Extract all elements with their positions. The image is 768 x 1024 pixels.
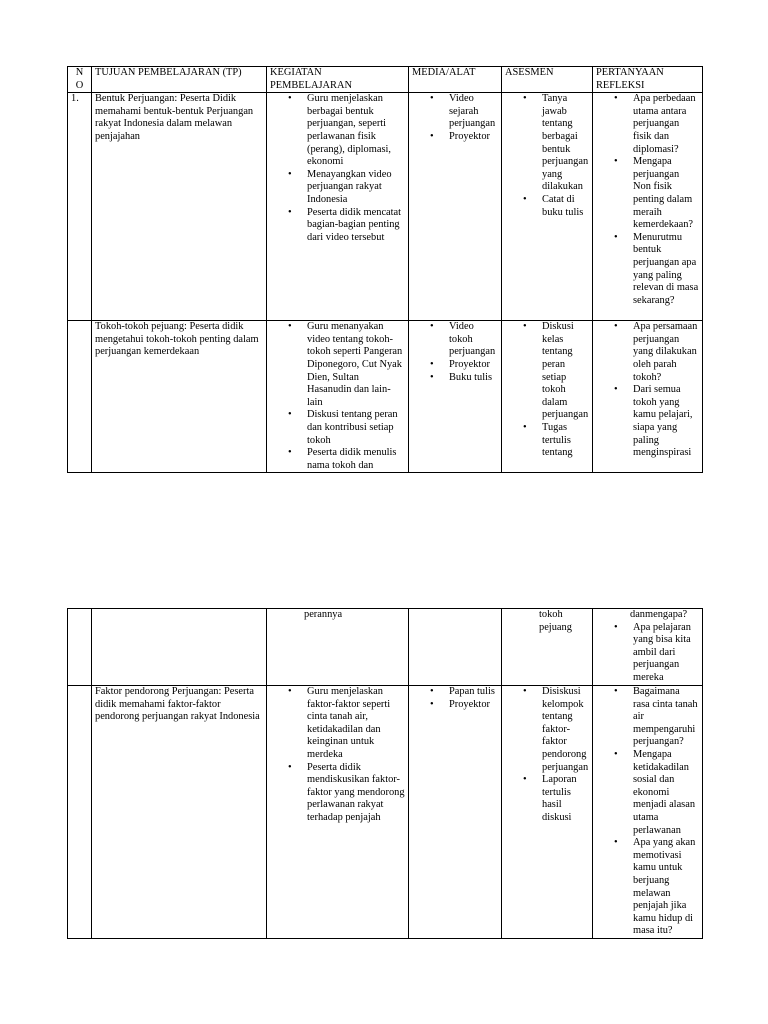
refleksi-list xyxy=(596,622,699,685)
refleksi-continuation: danmengapa? xyxy=(630,609,688,620)
kegiatan-list xyxy=(270,686,405,825)
kegiatan-list xyxy=(270,93,405,244)
list-item: • Catat di buku tulis xyxy=(542,194,589,219)
table-row xyxy=(68,321,703,473)
list-item: • Mengapa perjuangan Non fisik penting dalam meraih kemerdekaan? xyxy=(633,156,699,232)
list-item: • Tugas tertulis tentang xyxy=(542,422,589,460)
header-asesmen: ASESMEN xyxy=(502,67,593,93)
list-item: • Video tokoh perjuangan xyxy=(449,321,498,359)
kegiatan-cell xyxy=(267,686,409,939)
asesmen-cell xyxy=(502,321,593,473)
header-no: N O xyxy=(68,67,92,93)
row-number xyxy=(68,321,92,473)
refleksi-list xyxy=(596,686,699,938)
list-item: • Apa persamaan perjuangan yang dilakukan oleh parah tokoh? xyxy=(633,321,699,384)
asesmen-list xyxy=(505,321,589,460)
media-cell xyxy=(409,609,502,686)
kegiatan-list xyxy=(270,321,405,472)
lesson-plan-table-page-2 xyxy=(67,608,703,939)
refleksi-list xyxy=(596,321,699,460)
list-item: • Apa pelajaran yang bisa kita ambil dari perjuangan mereka xyxy=(633,622,699,685)
media-cell xyxy=(409,93,502,321)
asesmen-list xyxy=(505,93,589,219)
asesmen-continuation: tokoh pejuang xyxy=(539,609,572,633)
list-item: • Diskusi tentang peran dan kontribusi setiap tokoh xyxy=(307,409,405,447)
row-number xyxy=(68,686,92,939)
kegiatan-continuation: perannya xyxy=(304,609,343,620)
header-pertanyaan-refleksi: PERTANYAAN REFLEKSI xyxy=(593,67,703,93)
list-item: • Bagaimana rasa cinta tanah air mempengaruhi perjuangan? xyxy=(633,686,699,749)
header-tujuan-pembelajaran: TUJUAN PEMBELAJARAN (TP) xyxy=(92,67,267,93)
tujuan-cell: Bentuk Perjuangan: Peserta Didik memahami bentuk-bentuk Perjuangan rakyat Indonesia dalam melawan penjajahan xyxy=(92,93,267,321)
kegiatan-cell xyxy=(267,93,409,321)
list-item: • Proyektor xyxy=(449,359,498,372)
media-list xyxy=(412,686,498,711)
row-number xyxy=(68,609,92,686)
list-item: • Guru menjelaskan berbagai bentuk perjuangan, seperti perlawanan fisik (perang), diplomasi, ekonomi xyxy=(307,93,405,169)
asesmen-list xyxy=(505,686,589,825)
list-item: • Papan tulis xyxy=(449,686,498,699)
row-number: 1. xyxy=(68,93,92,321)
lesson-plan-table-page-1 xyxy=(67,66,703,473)
refleksi-cell xyxy=(593,686,703,939)
list-item: • Menayangkan video perjuangan rakyat Indonesia xyxy=(307,169,405,207)
list-item: • Video sejarah perjuangan xyxy=(449,93,498,131)
asesmen-cell xyxy=(502,686,593,939)
table-row xyxy=(68,686,703,939)
tujuan-cell: Faktor pendorong Perjuangan: Peserta didik memahami faktor-faktor pendorong perjuangan rakyat Indonesia xyxy=(92,686,267,939)
header-media-alat: MEDIA/ALAT xyxy=(409,67,502,93)
list-item: • Guru menjelaskan faktor-faktor seperti cinta tanah air, ketidakadilan dan keinginan untuk merdeka xyxy=(307,686,405,762)
list-item: • Menurutmu bentuk perjuangan apa yang paling relevan di masa sekarang? xyxy=(633,232,699,308)
table-row xyxy=(68,93,703,321)
list-item: • Apa perbedaan utama antara perjuangan fisik dan diplomasi? xyxy=(633,93,699,156)
list-item: • Peserta didik mencatat bagian-bagian penting dari video tersebut xyxy=(307,207,405,245)
refleksi-list xyxy=(596,93,699,307)
list-item: • Buku tulis xyxy=(449,372,498,385)
media-cell xyxy=(409,321,502,473)
asesmen-cell xyxy=(502,93,593,321)
list-item: • Guru menanyakan video tentang tokoh-tokoh seperti Pangeran Diponegoro, Cut Nyak Dien, Sultan Hasanudin dan lain-lain xyxy=(307,321,405,409)
kegiatan-cell xyxy=(267,321,409,473)
list-item: • Proyektor xyxy=(449,131,498,144)
refleksi-cell xyxy=(593,609,703,686)
media-list xyxy=(412,321,498,384)
tujuan-cell xyxy=(92,609,267,686)
kegiatan-cell xyxy=(267,609,409,686)
refleksi-cell xyxy=(593,93,703,321)
table-row xyxy=(68,609,703,686)
list-item: • Peserta didik menulis nama tokoh dan xyxy=(307,447,405,472)
list-item: • Laporan tertulis hasil diskusi xyxy=(542,774,589,824)
list-item: • Diskusi kelas tentang peran setiap tokoh dalam perjuangan xyxy=(542,321,589,422)
list-item: • Dari semua tokoh yang kamu pelajari, siapa yang paling menginspirasi xyxy=(633,384,699,460)
list-item: • Apa yang akan memotivasi kamu untuk berjuang melawan penjajah jika kamu hidup di masa itu? xyxy=(633,837,699,938)
media-cell xyxy=(409,686,502,939)
list-item: • Disiskusi kelompok tentang faktor-faktor pendorong perjuangan xyxy=(542,686,589,774)
media-list xyxy=(412,93,498,143)
list-item: • Mengapa ketidakadilan sosial dan ekonomi menjadi alasan utama perlawanan xyxy=(633,749,699,837)
header-kegiatan-pembelajaran: KEGIATAN PEMBELAJARAN xyxy=(267,67,409,93)
refleksi-cell xyxy=(593,321,703,473)
list-item: • Peserta didik mendiskusikan faktor-faktor yang mendorong perlawanan rakyat terhadap penjajah xyxy=(307,762,405,825)
asesmen-cell xyxy=(502,609,593,686)
table-header-row xyxy=(68,67,703,93)
tujuan-cell: Tokoh-tokoh pejuang: Peserta didik mengetahui tokoh-tokoh penting dalam perjuangan kemerdekaan xyxy=(92,321,267,473)
list-item: • Tanya jawab tentang berbagai bentuk perjuangan yang dilakukan xyxy=(542,93,589,194)
list-item: • Proyektor xyxy=(449,699,498,712)
